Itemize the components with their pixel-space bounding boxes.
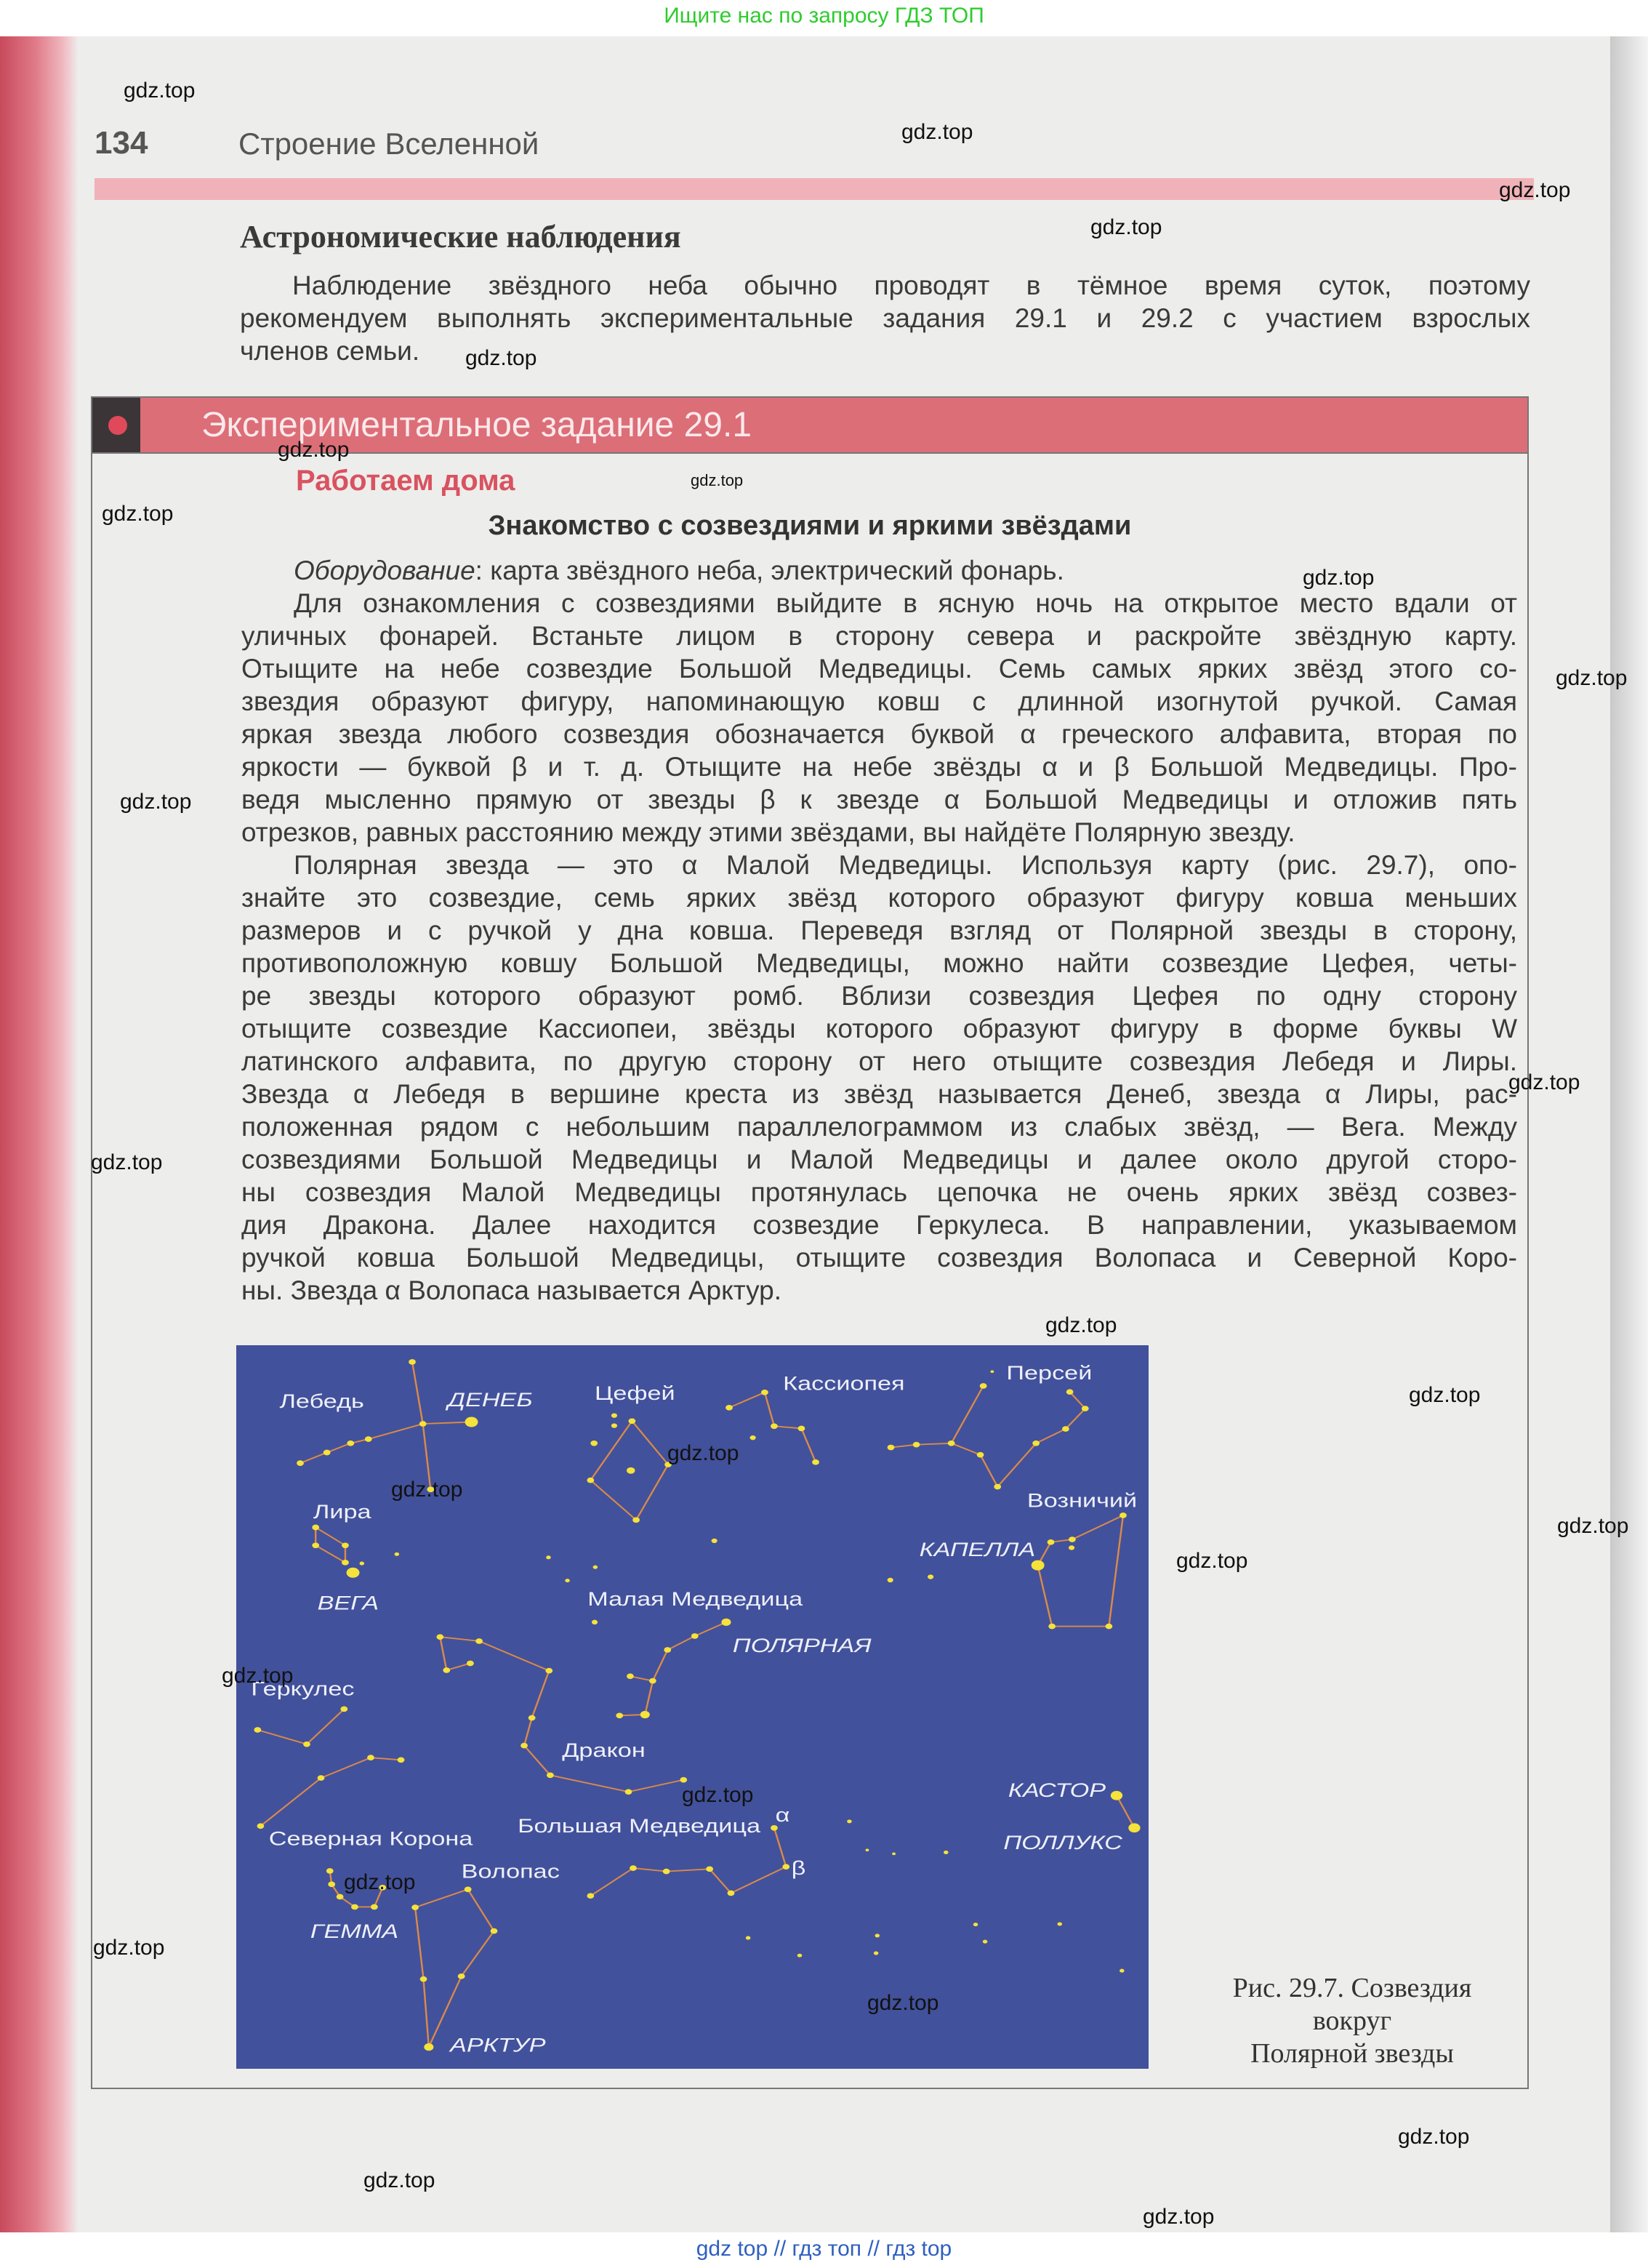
- star-persey: [1032, 1440, 1040, 1446]
- star-gerkules: [367, 1755, 374, 1760]
- star-drakon: [680, 1777, 687, 1783]
- star-gerkules: [398, 1757, 405, 1763]
- star: [750, 1435, 756, 1440]
- watermark: gdz.top: [1409, 1383, 1481, 1407]
- star-volopas: [465, 1887, 472, 1893]
- map-label-alpha: α: [775, 1803, 790, 1826]
- bullet-icon: [108, 416, 127, 435]
- star-persey: [913, 1442, 920, 1448]
- watermark: gdz.top: [91, 1150, 163, 1174]
- watermark: gdz.top: [691, 471, 744, 489]
- star-drakon: [443, 1667, 450, 1673]
- task-text-line: яркости — буквой β и т. д. Отыщите на небе звёзды α и β Большой Медведицы. Про-: [241, 752, 1517, 782]
- star: [874, 1952, 879, 1955]
- star-lebed: [297, 1460, 304, 1466]
- star-bolshaya: [587, 1893, 594, 1899]
- star-korona: [371, 1904, 378, 1910]
- star-korona: [351, 1904, 358, 1910]
- watermark: gdz.top: [391, 1478, 463, 1502]
- watermark: gdz.top: [1303, 566, 1375, 590]
- star-persey: [948, 1440, 955, 1446]
- star-lira: [342, 1560, 349, 1566]
- watermark: gdz.top: [278, 438, 350, 462]
- star: [990, 1370, 994, 1373]
- star-bliznecy: [1111, 1791, 1122, 1800]
- task-text-line: положенная рядом с небольшим параллелограммом из слабых звёзд, — Вега. Между: [241, 1112, 1517, 1142]
- star-korona: [337, 1894, 344, 1900]
- star-persey: [980, 1383, 987, 1389]
- watermark: gdz.top: [465, 346, 537, 370]
- star-malaya: [627, 1673, 634, 1679]
- experiment-title: Экспериментальное задание 29.1: [201, 406, 752, 444]
- star-lebed: [465, 1417, 478, 1427]
- intro-line: Наблюдение звёздного неба обычно проводят в тёмное время суток, поэтому: [292, 271, 1530, 300]
- task-text-line: дия Дракона. Далее находится созвездие Геркулеса. В направлении, указываемом: [241, 1210, 1517, 1240]
- map-label-malaya: Малая Медведица: [587, 1587, 803, 1611]
- task-body: [241, 554, 1517, 1307]
- figure-caption: [1192, 1972, 1512, 2070]
- watermark: gdz.top: [901, 120, 973, 144]
- star: [944, 1851, 949, 1854]
- star-kassiopeya: [812, 1459, 819, 1465]
- watermark: gdz.top: [93, 1936, 165, 1960]
- map-label-voznichiy: Возничий: [1026, 1489, 1138, 1512]
- top-banner: [0, 0, 1648, 36]
- star-lebed: [419, 1421, 427, 1427]
- book-edge-right: [1610, 36, 1648, 2232]
- star: [611, 1413, 617, 1417]
- star-volopas: [458, 1974, 465, 1979]
- star-bolshaya: [771, 1825, 778, 1831]
- header-divider: [95, 178, 1534, 200]
- star-drakon: [545, 1668, 552, 1674]
- caption-line: Полярной звезды: [1250, 2038, 1454, 2069]
- star-drakon: [475, 1638, 483, 1644]
- task-text-line: Звезда α Лебедя в вершине креста из звёзд называется Денеб, звезда α Лиры, рас-: [241, 1079, 1517, 1109]
- star: [797, 1954, 803, 1958]
- task-text-line: яркая звезда любого созвездия обозначается буквой α греческого алфавита, вторая по: [241, 719, 1517, 749]
- task-text-line: отрезков, равных расстоянию между этими звёздами, вы найдёте Полярную звезду.: [241, 817, 1295, 847]
- watermark: gdz.top: [363, 2168, 435, 2192]
- star: [627, 1467, 635, 1474]
- task-text-line: ручкой ковша Большой Медведицы, отыщите созвездия Волопаса и Северной Коро-: [241, 1243, 1517, 1273]
- watermark: gdz.top: [1090, 215, 1162, 239]
- star-lira: [342, 1542, 349, 1548]
- caption-line: Рис. 29.7. Созвездия: [1232, 1973, 1472, 2003]
- map-label-volopas: Волопас: [461, 1860, 560, 1883]
- star-malaya: [664, 1647, 671, 1653]
- star-voznichiy: [1048, 1624, 1056, 1630]
- star-voznichiy: [1106, 1624, 1113, 1630]
- watermark: gdz.top: [1508, 1070, 1580, 1094]
- watermark: gdz.top: [222, 1664, 294, 1688]
- map-label-cefey: Цефей: [595, 1382, 675, 1405]
- star: [611, 1423, 617, 1427]
- star: [1058, 1922, 1063, 1926]
- star-kassiopeya: [798, 1426, 805, 1432]
- star: [928, 1574, 933, 1579]
- constellation-line-bliznecy: [1117, 1795, 1134, 1828]
- watermark: gdz.top: [1045, 1313, 1117, 1337]
- watermark: gdz.top: [120, 790, 192, 814]
- star: [546, 1555, 551, 1559]
- star-drakon: [625, 1789, 632, 1795]
- star-lira: [312, 1525, 319, 1531]
- star-gerkules: [254, 1727, 261, 1733]
- watermark: gdz.top: [1143, 2205, 1215, 2229]
- star-lebed: [365, 1436, 372, 1442]
- star: [347, 1568, 360, 1578]
- star-kassiopeya: [771, 1423, 778, 1429]
- star-malaya: [721, 1619, 731, 1626]
- task-text-line: звездия образуют фигуру, напоминающую ковш с длинной изогнутой ручкой. Самая: [241, 686, 1517, 716]
- map-label-lira: Лира: [313, 1500, 371, 1523]
- star: [360, 1562, 365, 1566]
- bottom-banner-text[interactable]: gdz top // гдз топ // гдз top: [696, 2237, 952, 2261]
- task-text-line: Для ознакомления с созвездиями выйдите в ясную ночь на открытое место вдали от: [294, 588, 1517, 618]
- task-name: Знакомство с созвездиями и яркими звёздами: [488, 510, 1132, 541]
- star-voznichiy: [1048, 1539, 1055, 1545]
- intro-line: рекомендуем выполнять экспериментальные задания 29.1 и 29.2 с участием взрослых: [240, 303, 1530, 333]
- book-edge-left: [0, 36, 79, 2232]
- running-title: Строение Вселенной: [238, 127, 539, 161]
- constellation-line-bolshaya: [590, 1828, 786, 1896]
- star-lebed: [323, 1450, 331, 1456]
- star-lebed: [409, 1359, 416, 1365]
- constellation-line-malaya: [619, 1622, 726, 1715]
- star-voznichiy: [1069, 1536, 1076, 1542]
- map-label-gerkules: Геркулес: [251, 1677, 355, 1700]
- task-text-line: уличных фонарей. Встаньте лицом в сторону севера и раскройте звёздную карту.: [241, 621, 1517, 651]
- experiment-subtitle: Работаем дома: [296, 465, 515, 497]
- watermark: gdz.top: [1499, 178, 1571, 202]
- map-label-kastor: КАСТОР: [1008, 1779, 1106, 1802]
- map-label-deneb: ДЕНЕБ: [447, 1388, 533, 1411]
- star-malaya: [640, 1711, 650, 1718]
- star-lira: [312, 1542, 319, 1548]
- star-gerkules: [340, 1707, 347, 1712]
- star: [888, 1578, 893, 1582]
- star-malaya: [616, 1712, 623, 1718]
- map-label-polyarnaya: ПОЛЯРНАЯ: [732, 1634, 872, 1657]
- intro-paragraph: [240, 269, 1530, 367]
- task-text-line: ны созвездия Малой Медведицы протянулась цепочка не очень ярких звёзд созвез-: [241, 1177, 1517, 1207]
- watermark: gdz.top: [344, 1870, 416, 1894]
- constellation-line-voznichiy: [1038, 1515, 1123, 1627]
- star-cefey: [628, 1418, 635, 1424]
- map-label-beta: β: [791, 1856, 806, 1880]
- star-malaya: [649, 1678, 656, 1684]
- caption-line: вокруг: [1312, 2005, 1392, 2036]
- star-lebed: [347, 1440, 354, 1446]
- equipment-text: : карта звёздного неба, электрический фонарь.: [475, 556, 1064, 585]
- task-text-line: противоположную ковшу Большой Медведицы, можно найти созвездие Цефея, четы-: [241, 948, 1517, 978]
- map-label-polluks: ПОЛЛУКС: [1003, 1831, 1122, 1854]
- bottom-banner: [0, 2232, 1648, 2268]
- task-text-line: знайте это созвездие, семь ярких звёзд которого образуют фигуру ковша меньших: [241, 883, 1517, 913]
- section-heading: Астрономические наблюдения: [240, 219, 681, 255]
- star: [973, 1923, 978, 1926]
- star: [847, 1819, 852, 1823]
- star-volopas: [420, 1976, 427, 1982]
- map-label-drakon: Дракон: [562, 1739, 646, 1761]
- star-persey: [977, 1452, 984, 1458]
- star-bliznecy: [1128, 1823, 1140, 1832]
- constellation-line-lebed: [300, 1422, 472, 1464]
- watermark: gdz.top: [1398, 2125, 1470, 2149]
- star-korona: [326, 1868, 334, 1874]
- task-text-line: созвездиями Большой Медведицы и Малой Медведицы и далее около другой сторо-: [241, 1145, 1517, 1174]
- map-label-korona: Северная Корона: [268, 1827, 473, 1850]
- star: [892, 1852, 896, 1855]
- star-volopas: [424, 2043, 433, 2051]
- page-number: 134: [95, 125, 148, 161]
- star: [712, 1539, 718, 1543]
- constellation-line-volopas: [415, 1889, 494, 2047]
- watermark: gdz.top: [867, 1991, 939, 2015]
- star: [983, 1940, 988, 1944]
- star: [592, 1620, 598, 1624]
- task-text-line: отыщите созвездие Кассиопеи, звёзды которого образуют фигуру в форме буквы W: [241, 1014, 1517, 1043]
- star-volopas: [491, 1928, 498, 1934]
- star-voznichiy: [1032, 1560, 1045, 1571]
- equipment-label: Оборудование: [294, 556, 475, 585]
- star-voznichiy: [1120, 1512, 1127, 1518]
- star: [593, 1566, 598, 1569]
- task-text-line: Полярная звезда — это α Малой Медведицы. Используя карту (рис. 29.7), опо-: [294, 850, 1517, 880]
- star-drakon: [528, 1715, 536, 1721]
- star-kassiopeya: [761, 1390, 768, 1395]
- star: [590, 1440, 598, 1446]
- star-kassiopeya: [725, 1405, 733, 1411]
- star-malaya: [691, 1633, 699, 1639]
- star: [1120, 1969, 1125, 1973]
- star: [1069, 1545, 1074, 1550]
- star: [875, 1934, 880, 1937]
- watermark: gdz.top: [124, 79, 196, 103]
- star-bolshaya: [706, 1867, 713, 1872]
- task-text-line: латинского алфавита, по другую сторону от него отыщите созвездия Лебедя и Лиры.: [241, 1046, 1517, 1076]
- intro-line: членов семьи.: [240, 336, 420, 366]
- constellation-line-lira: [315, 1527, 345, 1562]
- constellation-line-gerkules: [260, 1758, 401, 1826]
- watermark: gdz.top: [1557, 1514, 1629, 1538]
- star-drakon: [436, 1634, 443, 1640]
- star: [565, 1579, 570, 1582]
- star-drakon: [547, 1772, 554, 1778]
- map-label-kassiopeya: Кассиопея: [783, 1372, 905, 1395]
- map-label-bolshaya: Большая Медведица: [518, 1814, 761, 1838]
- star-persey: [1062, 1426, 1069, 1432]
- star: [865, 1848, 869, 1851]
- star-gerkules: [318, 1775, 325, 1781]
- task-text-line: Отыщите на небе созвездие Большой Медведицы. Семь самых ярких звёзд этого со-: [241, 654, 1517, 684]
- star-korona: [328, 1882, 335, 1888]
- task-text-line: ведя мысленно прямую от звезды β к звезде α Большой Медведицы и отложив пять: [241, 785, 1517, 814]
- star-bolshaya: [728, 1891, 735, 1896]
- map-label-gemma: ГЕММА: [310, 1920, 399, 1943]
- star-persey: [1082, 1406, 1089, 1411]
- star-volopas: [411, 1904, 419, 1910]
- watermark: gdz.top: [1176, 1549, 1248, 1573]
- star-drakon: [467, 1661, 474, 1667]
- watermark: gdz.top: [102, 502, 174, 526]
- star-persey: [994, 1484, 1001, 1490]
- map-label-lebed: Лебедь: [279, 1390, 364, 1412]
- star-gerkules: [257, 1823, 265, 1829]
- watermark: gdz.top: [667, 1441, 739, 1465]
- watermark: gdz.top: [1556, 666, 1628, 690]
- star-cefey: [632, 1518, 640, 1523]
- map-label-vega: ВЕГА: [317, 1592, 379, 1614]
- map-label-arktur: АРКТУР: [450, 2034, 546, 2056]
- star-cefey: [587, 1478, 594, 1483]
- map-label-kapella: КАПЕЛЛА: [919, 1538, 1036, 1561]
- star-bolshaya: [630, 1865, 637, 1871]
- star: [395, 1552, 400, 1556]
- star-gerkules: [303, 1742, 310, 1747]
- star-bolshaya: [663, 1869, 670, 1875]
- task-text-line: ре звезды которого образуют ромб. Вблизи созвездия Цефея по одну сторону: [241, 981, 1517, 1011]
- star-bolshaya: [782, 1864, 789, 1870]
- watermark: gdz.top: [682, 1783, 754, 1807]
- constellation-line-gerkules: [257, 1709, 344, 1744]
- constellation-line-persey: [891, 1386, 984, 1448]
- top-banner-text[interactable]: Ищите нас по запросу ГДЗ ТОП: [664, 4, 984, 28]
- star-persey: [888, 1445, 895, 1451]
- star-persey: [1066, 1389, 1074, 1395]
- map-label-persey: Персей: [1006, 1361, 1093, 1385]
- task-text-line: ны. Звезда α Волопаса называется Арктур.: [241, 1275, 782, 1305]
- star: [746, 1936, 751, 1940]
- star-drakon: [520, 1743, 528, 1749]
- task-text-line: размеров и с ручкой у дна ковша. Переведя взгляд от Полярной звезды в сторону,: [241, 915, 1517, 945]
